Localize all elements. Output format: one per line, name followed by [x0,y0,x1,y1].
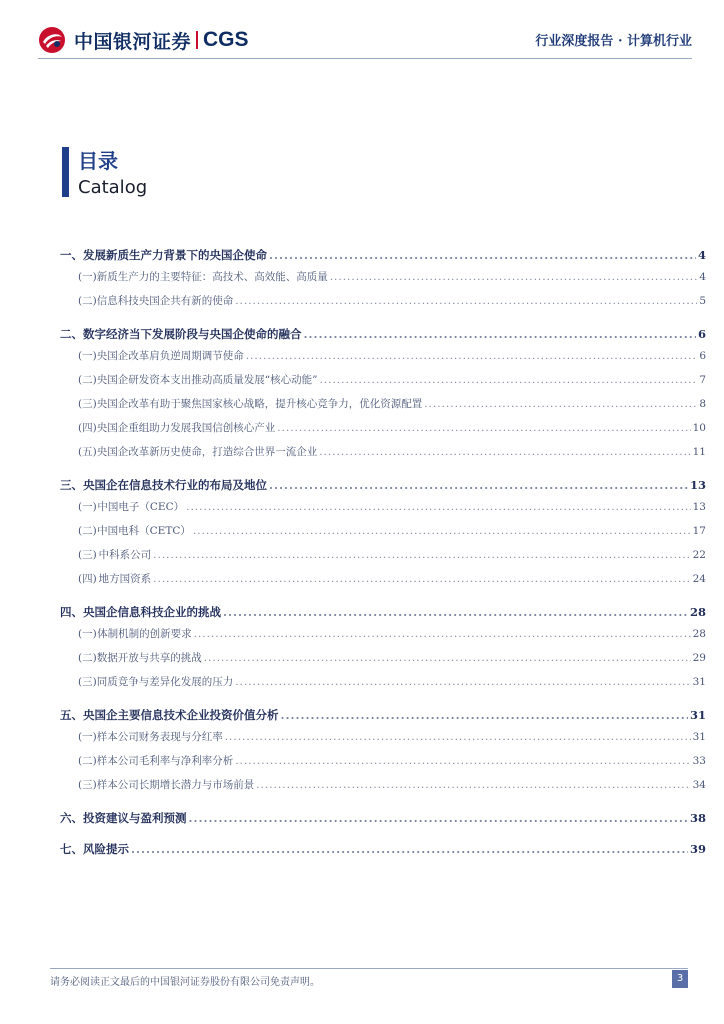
brand-name-cn: 中国银河证券 [74,30,192,53]
toc-entry-page: 34 [692,779,706,791]
toc-leader-dots [269,478,688,492]
toc-entry-label: 样本公司财务表现与分红率 [96,731,223,743]
toc-section-entry[interactable] [60,396,706,420]
toc-entry-page: 4 [697,248,706,262]
toc-leader-dots [269,248,696,262]
toc-entry-page: 11 [692,446,706,458]
toc-entry-page: 33 [692,755,706,767]
toc-section-entry[interactable] [60,372,706,396]
toc-leader-dots [194,628,691,640]
toc-entry-label: 央国企研发资本支出推动高质量发展“核心动能” [96,374,318,386]
toc-entry-number: 四、 [60,605,83,619]
toc-entry-label: 体制机制的创新要求 [97,628,192,640]
toc-entry-label: 央国企在信息技术行业的布局及地位 [83,478,267,492]
toc-entry-page: 31 [689,708,706,722]
toc-entry-number: (三) [78,398,97,410]
toc-entry-page: 6 [699,350,706,362]
toc-entry-number: (一) [78,628,97,640]
toc-section-entry[interactable] [60,348,706,372]
toc-entry-label: 中国电子（CEC） [97,501,185,513]
toc-leader-dots [204,652,691,664]
toc-entry-number: (三) [78,676,97,688]
toc-title-cn: 目录 [78,149,118,173]
toc-entry-number: (二) [78,295,97,307]
toc-leader-dots [193,525,691,537]
toc-entry-page: 38 [689,811,706,825]
toc-entry-number: (一) [78,271,97,283]
toc-leader-dots [225,731,691,743]
toc-entry-label: 数据开放与共享的挑战 [96,652,202,664]
page-number: 3 [672,970,688,988]
footer-disclaimer: 请务必阅读正文最后的中国银河证券股份有限公司免责声明。 [50,977,320,988]
toc-leader-dots [189,811,688,825]
toc-entry-page: 5 [699,295,706,307]
toc-entry-number: (五) [78,446,97,458]
toc-entry-number: 二、 [60,327,83,341]
toc-leader-dots [319,374,697,386]
toc-entry-label: 样本公司长期增长潜力与市场前景 [96,779,255,791]
toc-entry-label: 新质生产力的主要特征：高技术、高效能、高质量 [96,271,328,283]
toc-leader-dots [277,422,690,434]
toc-leader-dots [424,398,697,410]
toc-entry-page: 10 [692,422,706,434]
toc-entry-number: (三) [78,779,97,791]
table-of-contents [60,238,706,863]
toc-leader-dots [235,295,697,307]
toc-title-en: Catalog [78,177,148,198]
toc-entry-number: (二) [78,374,97,386]
toc-entry-label: 投资建议与盈利预测 [83,811,187,825]
toc-leader-dots [319,446,690,458]
report-category: 行业深度报告 · 计算机行业 [535,34,692,49]
toc-entry-number: 五、 [60,708,83,722]
toc-entry-label: 央国企主要信息技术企业投资价值分析 [83,708,279,722]
toc-leader-dots [131,842,688,856]
toc-entry-number: (一) [78,731,97,743]
toc-leader-dots [330,271,698,283]
toc-chapter-entry[interactable] [60,810,706,832]
galaxy-logo-icon [38,26,66,54]
toc-chapter-entry[interactable] [60,841,706,863]
toc-entry-label: 风险提示 [83,842,129,856]
toc-entry-number: (四) [78,573,97,585]
toc-section-entry[interactable] [60,626,706,650]
toc-leader-dots [256,779,690,791]
toc-entry-label: 央国企重组助力发展我国信创核心产业 [96,422,276,434]
toc-entry-label: 中科系公司 [98,549,152,561]
toc-entry-number: (二) [78,755,97,767]
toc-entry-number: (四) [78,422,97,434]
toc-entry-number: 六、 [60,811,83,825]
toc-section-entry[interactable] [60,499,706,523]
toc-section-entry[interactable] [60,444,706,468]
toc-entry-number: (二) [78,652,97,664]
toc-leader-dots [235,676,690,688]
toc-chapter-entry[interactable] [60,247,706,269]
toc-section-entry[interactable] [60,420,706,444]
toc-entry-label: 央国企改革肩负逆周期调节使命 [96,350,244,362]
toc-section-entry[interactable] [60,777,706,801]
toc-section-entry[interactable] [60,650,706,674]
toc-entry-page: 13 [689,478,706,492]
toc-entry-label: 同质竞争与差异化发展的压力 [96,676,234,688]
toc-entry-label: 样本公司毛利率与净利率分析 [96,755,234,767]
toc-section-entry[interactable] [60,729,706,753]
toc-section-entry[interactable] [60,547,706,571]
toc-entry-label: 央国企改革有助于聚焦国家核心战略，提升核心竞争力，优化资源配置 [96,398,423,410]
toc-section-entry[interactable] [60,674,706,698]
toc-entry-label: 信息科技央国企共有新的使命 [96,295,234,307]
toc-entry-label: 地方国资系 [98,573,152,585]
toc-leader-dots [235,755,690,767]
toc-entry-number: (一) [78,501,97,513]
toc-entry-number: (三) [78,549,97,561]
toc-entry-page: 28 [692,628,706,640]
toc-chapter-entry[interactable] [60,477,706,499]
toc-entry-page: 17 [692,525,706,537]
toc-leader-dots [304,327,696,341]
toc-entry-page: 6 [697,327,706,341]
toc-chapter-entry[interactable] [60,326,706,348]
header-divider [38,58,692,59]
toc-entry-page: 4 [699,271,706,283]
toc-entry-number: (二) [78,525,97,537]
footer-divider [50,968,688,969]
toc-entry-number: 一、 [60,248,83,262]
toc-entry-page: 8 [699,398,706,410]
toc-entry-label: 数字经济当下发展阶段与央国企使命的融合 [83,327,302,341]
toc-leader-dots [223,605,688,619]
toc-entry-page: 29 [692,652,706,664]
toc-chapter-entry[interactable] [60,707,706,729]
toc-leader-dots [153,573,690,585]
toc-entry-label: 央国企信息科技企业的挑战 [83,605,221,619]
toc-entry-number: (一) [78,350,97,362]
toc-entry-number: 三、 [60,478,83,492]
toc-entry-page: 13 [692,501,706,513]
toc-leader-dots [186,501,691,513]
toc-section-entry[interactable] [60,293,706,317]
brand-logo [38,24,249,56]
toc-entry-page: 24 [692,573,706,585]
toc-entry-page: 39 [689,842,706,856]
toc-entry-page: 31 [692,731,706,743]
toc-entry-page: 7 [699,374,706,386]
toc-leader-dots [281,708,688,722]
brand-divider [196,31,198,49]
toc-leader-dots [153,549,690,561]
toc-section-entry[interactable] [60,523,706,547]
toc-entry-page: 28 [689,605,706,619]
toc-entry-page: 22 [692,549,706,561]
toc-entry-number: 七、 [60,842,83,856]
toc-section-entry[interactable] [60,571,706,595]
toc-section-entry[interactable] [60,269,706,293]
toc-entry-label: 中国电科（CETC） [97,525,191,537]
title-accent-bar [62,147,69,197]
page-header [0,0,724,60]
toc-section-entry[interactable] [60,753,706,777]
brand-name-en: CGS [203,28,249,51]
toc-chapter-entry[interactable] [60,604,706,626]
toc-entry-label: 发展新质生产力背景下的央国企使命 [83,248,267,262]
toc-leader-dots [246,350,698,362]
toc-entry-page: 31 [692,676,706,688]
toc-entry-label: 央国企改革新历史使命，打造综合世界一流企业 [96,446,318,458]
